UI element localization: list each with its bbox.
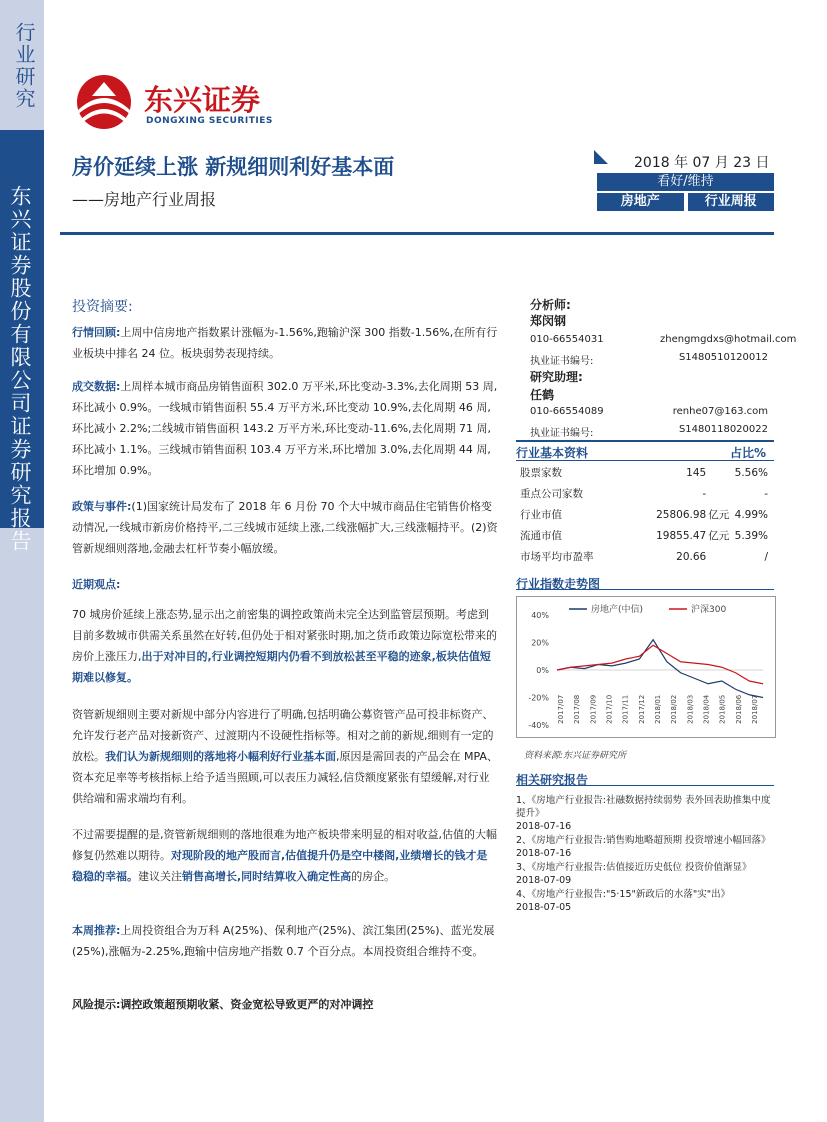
view-1-text: 70 城房价延续上涨态势,显示出之前密集的调控政策尚未完全达到监管层预期。考虑到目前多数城市供需关系虽然在好转,但仍处于相对紧张时期,加之货币政策边际宽松带来的房价上涨压力, — [72, 608, 497, 663]
related-report-item[interactable] — [516, 794, 772, 833]
logo-cn-text: 东兴证券 — [144, 83, 261, 117]
assistant-cert-label: 执业证书编号: — [530, 428, 594, 439]
table-row — [520, 504, 768, 525]
x-tick-label: 2017/12 — [637, 694, 646, 724]
view-2-text-2: ,原因是需回表的产品会在 MPA、资本充足率等考核指标上给予适当照顾,可以表压力减轻,信贷额度紧张有望缓解,对行业供给端和需求端均有利。 — [72, 750, 498, 805]
x-tick-label: 2017/07 — [557, 694, 565, 724]
row-label: 流通市值 — [520, 530, 562, 542]
x-tick-label: 2018/01 — [654, 694, 662, 724]
row-label: 市场平均市盈率 — [520, 551, 594, 563]
related-report-date: 2018-07-09 — [516, 875, 572, 886]
related-heading-bar — [516, 769, 774, 786]
row-unit — [706, 546, 732, 567]
related-report-date: 2018-07-05 — [516, 902, 572, 913]
table-row — [520, 462, 768, 483]
tag-industry: 房地产 — [597, 193, 684, 211]
summary-heading: 投资摘要: — [72, 299, 133, 315]
x-tick-label: 2018/03 — [686, 694, 695, 724]
row-value: - — [702, 487, 707, 500]
report-date: 2018 年 07 月 23 日 — [634, 155, 770, 171]
row-value: 20.66 — [676, 550, 707, 563]
series-line-0 — [557, 640, 763, 698]
industry-table-header — [516, 440, 774, 461]
row-label: 股票家数 — [520, 467, 562, 479]
transaction-text: 上周样本城市商品房销售面积 302.0 万平米,环比变动-3.3%,去化周期 53 周,环比减小 0.9%。一线城市销售面积 55.4 万平方米,环比变动 10.9%,去化周期 46 周,环比减小 2.2%;二线城市销售面积 143.2 万平方米,环比变动-11.6%,去化周期 71 周,环比减小 1.1%。三线城市销售面积 103.4 万平方米,环比增加 3.0%,去化周期 44 周,环比增加 0.9%。 — [72, 380, 498, 477]
analyst-email[interactable]: zhengmgdxs@hotmail.com — [660, 334, 797, 345]
related-report-date: 2018-07-16 — [516, 848, 572, 859]
risk-label: 风险提示: — [72, 998, 121, 1011]
recommendation-text: 上周投资组合为万科 A(25%)、保利地产(25%)、滨江集团(25%)、蓝光发展(25%),涨幅为-2.25%,跑输中信房地产指数 0.7 个百分点。本周投资组合维持不变。 — [72, 924, 495, 958]
view-2-text: 资管新规细则主要对新规中部分内容进行了明确,包括明确公募资管产品可投非标资产、允许发行老产品对接新资产、过渡期内不设硬性指标等。相对之前的新规,细则有一定的放松。 — [72, 708, 494, 763]
summary-view-1 — [72, 604, 498, 688]
related-report-date: 2018-07-16 — [516, 821, 572, 832]
related-report-title: 3、《房地产行业报告:估值接近历史低位 投资价值渐显》 — [516, 862, 752, 873]
report-tags — [597, 193, 774, 211]
recent-views-label: 近期观点: — [72, 578, 121, 591]
related-report-item[interactable] — [516, 888, 772, 914]
view-3-text-3: 的房企。 — [351, 870, 396, 883]
chart-source: 资料来源:东兴证券研究所 — [524, 751, 627, 761]
x-tick-label: 2018/04 — [702, 694, 711, 724]
row-ratio: - — [764, 487, 768, 500]
x-tick-label: 2017/11 — [621, 694, 630, 724]
x-tick-label: 2018/02 — [670, 694, 679, 724]
x-tick-label: 2017/09 — [589, 694, 598, 724]
summary-policy-events — [72, 496, 498, 559]
industry-table-ratio-heading: 占比% — [729, 446, 766, 460]
y-tick-label: 40% — [531, 611, 549, 620]
assistant-label: 研究助理: — [530, 370, 583, 384]
logo-en-text: DONGXING SECURITIES — [146, 116, 273, 126]
y-tick-label: 20% — [531, 638, 549, 648]
row-ratio: 4.99% — [734, 508, 768, 521]
rating-badge: 看好/维持 — [597, 173, 774, 191]
summary-view-3 — [72, 824, 498, 887]
sidebar-main-label: 东兴证券股份有限公司证券研究报告 — [8, 185, 32, 553]
row-label: 重点公司家数 — [520, 488, 583, 500]
row-unit: 亿元 — [708, 530, 730, 542]
analyst-label: 分析师: — [530, 298, 571, 312]
recommendation-label: 本周推荐: — [72, 924, 121, 937]
policy-label: 政策与事件: — [72, 500, 132, 513]
assistant-cert: S1480118020022 — [678, 424, 768, 435]
analyst-cert: S1480510120012 — [678, 352, 768, 363]
row-value: 145 — [686, 466, 707, 479]
view-1-highlight: 出于对冲目的,行业调控短期内仍看不到放松甚至平稳的迹象,板块估值短期难以修复。 — [72, 650, 491, 684]
report-title: 房价延续上涨 新规细则利好基本面 — [72, 155, 395, 179]
header-divider — [60, 232, 774, 235]
company-logo — [70, 72, 273, 134]
summary-recommendation — [72, 920, 498, 962]
chart-heading: 行业指数走势图 — [516, 577, 601, 591]
view-3-text-2: 建议关注 — [138, 870, 182, 883]
transaction-label: 成交数据: — [72, 380, 121, 393]
x-tick-label: 2017/08 — [573, 694, 582, 724]
row-unit — [706, 462, 732, 483]
industry-table-heading: 行业基本资料 — [516, 446, 589, 460]
report-subtitle: ——房地产行业周报 — [72, 190, 217, 209]
summary-view-2 — [72, 704, 498, 809]
logo-mark-icon — [70, 72, 140, 130]
x-tick-label: 2018/07 — [751, 694, 759, 724]
summary-market-review — [72, 322, 498, 364]
industry-table — [520, 462, 768, 567]
market-review-text: 上周中信房地产指数累计涨幅为-1.56%,跑输沪深 300 指数-1.56%,在所有行业板块中排名 24 位。板块弱势表现持续。 — [72, 326, 498, 360]
row-label: 行业市值 — [520, 509, 562, 521]
y-tick-label: -20% — [528, 693, 549, 703]
assistant-phone: 010-66554089 — [530, 406, 604, 417]
row-unit — [706, 483, 732, 504]
legend-label-0: 房地产(中信) — [591, 605, 644, 615]
related-report-item[interactable] — [516, 861, 772, 887]
sidebar-top-label: 行业研究 — [12, 22, 36, 110]
row-ratio: 5.39% — [734, 529, 768, 542]
risk-text: 调控政策超预期收紧、资金宽松导致更严的对冲调控 — [120, 998, 374, 1011]
analyst-name: 郑闵钢 — [530, 314, 567, 328]
row-value: 25806.98 — [656, 508, 707, 521]
related-report-title: 4、《房地产行业报告:"5·15"新政后的水落"实"出》 — [516, 889, 731, 900]
market-review-label: 行情回顾: — [72, 326, 121, 339]
legend-label-1: 沪深300 — [691, 605, 727, 615]
x-tick-label: 2018/06 — [734, 694, 743, 724]
assistant-name: 任鹤 — [530, 388, 555, 402]
row-ratio: / — [764, 550, 768, 563]
related-report-item[interactable] — [516, 834, 772, 860]
sidebar-bottom-band — [0, 528, 44, 1122]
related-report-list — [516, 794, 772, 915]
table-row — [520, 525, 768, 546]
row-value: 19855.47 — [656, 529, 707, 542]
index-chart-frame — [516, 596, 776, 738]
row-unit: 亿元 — [708, 509, 730, 521]
view-2-highlight: 我们认为新规细则的落地将小幅利好行业基本面 — [105, 750, 336, 763]
row-ratio: 5.56% — [734, 466, 768, 479]
summary-transaction-data — [72, 376, 498, 481]
related-heading: 相关研究报告 — [516, 773, 589, 787]
recent-views-heading — [72, 574, 498, 595]
risk-warning — [72, 994, 498, 1015]
y-tick-label: -40% — [528, 721, 549, 730]
analyst-phone: 010-66554031 — [530, 334, 604, 345]
view-3-highlight: 对现阶段的地产股而言,估值提升仍是空中楼阁,业绩增长的钱才是稳稳的幸福。 — [72, 849, 488, 883]
x-tick-label: 2018/05 — [718, 694, 727, 724]
assistant-email[interactable]: renhe07@163.com — [672, 406, 768, 417]
policy-text: (1)国家统计局发布了 2018 年 6 月份 70 个大中城市商品住宅销售价格变动情况,一线城市新房价格持平,二三线城市延续上涨,二线涨幅扩大,三线涨幅持平。(2)资管新规细则落地,金融去杠杆节奏小幅放缓。 — [72, 500, 498, 555]
y-tick-label: 0% — [536, 666, 549, 675]
related-report-title: 1、《房地产行业报告:社融数据持续弱势 表外回表助推集中度提升》 — [516, 795, 771, 819]
view-3-highlight-2: 销售高增长,同时结算收入确定性高 — [182, 870, 352, 883]
x-tick-label: 2017/10 — [605, 694, 614, 724]
analyst-cert-label: 执业证书编号: — [530, 356, 594, 367]
view-3-text: 不过需要提醒的是,资管新规细则的落地很难为地产板块带来明显的相对收益,估值的大幅修复仍然难以期待。 — [72, 828, 497, 862]
table-row — [520, 483, 768, 504]
corner-triangle-icon — [594, 150, 608, 164]
index-trend-chart — [517, 597, 775, 737]
related-report-title: 2、《房地产行业报告:销售购地略超预期 投资增速小幅回落》 — [516, 835, 771, 846]
tag-report-type: 行业周报 — [688, 193, 775, 211]
chart-heading-bar — [516, 573, 774, 590]
table-row — [520, 546, 768, 567]
